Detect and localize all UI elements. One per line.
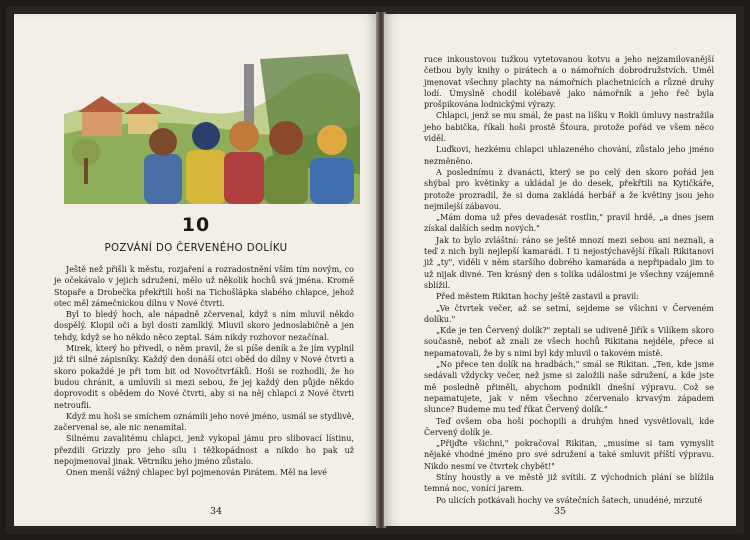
paragraph: Mirek, který ho přivedl, o něm pravil, že si píše deník a že jím vyplnil již tři silné zápisníky. Každý den donáší otci oběd do dílny v Nové čtvrti a skoro pokaždé je při tom bit od Novočtvrťáků. Hoši se rozhodli, že ho budou chránit, a umluvili si mezi sebou, že jej každý den půjde někdo doprovodit s obědem do Nové čtvrti, aby si na něj chlapci z Nové čtvrti netroufli.	[54, 344, 354, 410]
paragraph: Silnému zavalitému chlapci, jenž vykopal jámu pro slibovací lístinu, přezdili Grizzly pro jeho sílu i těžkopádnost a nikdo ho pak už nepojmenoval jinak. Větrníku jeho jméno zůstalo.	[54, 434, 354, 467]
paragraph: Luďkovi, hezkému chlapci uhlazeného chování, zůstalo jeho jméno nezměněno.	[424, 145, 714, 166]
paragraph: Byl to bledý hoch, ale nápadně zčervenal, když s ním mluvil někdo dospělý. Klopil oči a byl dosti zamlklý. Mluvil skoro jednoslabičně a jen tehdy, když se ho někdo něco zeptal. Sám nikdy rozhovor nezačínal.	[54, 310, 354, 342]
paragraph: „Ve čtvrtek večer, až se setmí, sejdeme se všichni v Červeném dolíku."	[424, 303, 714, 324]
paragraph: ruce inkoustovou tužkou vytetovanou kotvu a jeho nejzamilovanější četbou byly knihy o pirátech a o námořních dobrodružstvích. Uměl jmenovat všechny plachty na námořních plachetnicích a různé druhy lodí. Úmyslně chodil kolébavě jako námořník a jeho řeč byla prošpikována lodnickými výrazy.	[424, 55, 714, 110]
paragraph: Teď ovšem oba hoši pochopili a druhým hned vysvětlovali, kde Červený dolík je.	[424, 416, 714, 437]
open-book	[6, 6, 744, 534]
right-page	[384, 14, 736, 526]
page-number-right: 35	[554, 506, 567, 517]
paragraph: „Přijďte všichni," pokračoval Rikitan, „musíme si tam vymyslit nějaké vhodné jméno pro své sdružení a také smluvit příští výpravu. Nikdo nesmí ve čtvrtek chybět!"	[424, 439, 714, 471]
chapter-number: 10	[181, 214, 211, 236]
paragraph: Stíny houstly a ve městě již svítili. Z východních plání se blížila temná noc, vonící jarem.	[424, 472, 714, 494]
paragraph: Po ulicích potkávali hochy ve svátečních šatech, unudéné, mrzuté	[436, 495, 703, 505]
chapter-illustration	[64, 54, 360, 204]
chapter-title: POZVÁNÍ DO ČERVENÉHO DOLÍKU	[104, 243, 288, 254]
paragraph: „No přece ten dolík na hradbách," smál se Rikitan. „Ten, kde jsme sedávali vždycky večer, než jsme si založili naše sdružení, a kde jste mě posledně přiměli, abychom podnikli dnešní výpravu. Což se nepamatujete, jak v něm všechno zčervenalo krvavým západem slunce? Budeme mu teď říkat Červený dolík."	[424, 360, 714, 415]
right-page-text	[424, 54, 714, 506]
paragraph: A poslednímu z dvanácti, který se po celý den skoro pořád jen shýbal pro květinky a ukládal je do desek, překřtili na Kytičkáře, protože prozradil, že si doma zakládá herbář a že květiny jsou jeho nejmilejší zábavou.	[424, 167, 714, 211]
paragraph: Ještě než přišli k městu, rozjaření a rozradostnění vším tím novým, co je očekávalo v jejich sdružení, mělo už několik hochů svá jména. Kromě Stopaře a Drobečka překřtili hoši na Tichošlápka slabého chlapce, jehož otec měl zámečnickou dílnu v Nové čtvrti.	[54, 265, 354, 308]
left-page	[14, 14, 378, 526]
paragraph: „Kde je ten Červený dolík?" zeptali se udiveně Jiřík s Vilíkem skoro současně, neboť až znali ze všech hochů Rikitana nejdéle, přece si nepamatovali, že by s nimi byl kdy mluvil o takovém místě.	[424, 326, 714, 358]
paragraph: Před městem Rikitan hochy ještě zastavil a pravil:	[436, 292, 639, 302]
paragraph: Onen menší vážný chlapec byl pojmenován Pirátem. Měl na levé	[66, 468, 328, 478]
page-number-left: 34	[210, 506, 223, 517]
paragraph: Když mu hoši se smíchem oznámili jeho nové jméno, usmál se stydlivě, začervenal se, ale nic nenamítal.	[54, 411, 354, 433]
paragraph: Chlapci, jenž se mu smál, že past na lišku v Rokli úmluvy nastražila jeho babička, říkali hoši prostě Šťoura, protože pořád ve všem něco viděl.	[424, 111, 714, 144]
paragraph: „Mám doma už přes devadesát rostlin," pravil hrdě, „a dnes jsem získal dalších sedm nových."	[424, 213, 714, 234]
left-page-text	[54, 264, 354, 479]
paragraph: Jak to bylo zvláštní: ráno se ještě mnozí mezi sebou ani neznali, a teď z nich byli nejlepší kamarádi. I ti nejostýchavější říkali Rikitanovi již „ty", viděli v něm staršího dobrého kamaráda a nepřipadalo jim to už nijak divné. Ten krásný den s tolika událostmi je všechny vzájemně sblížil.	[424, 235, 714, 290]
